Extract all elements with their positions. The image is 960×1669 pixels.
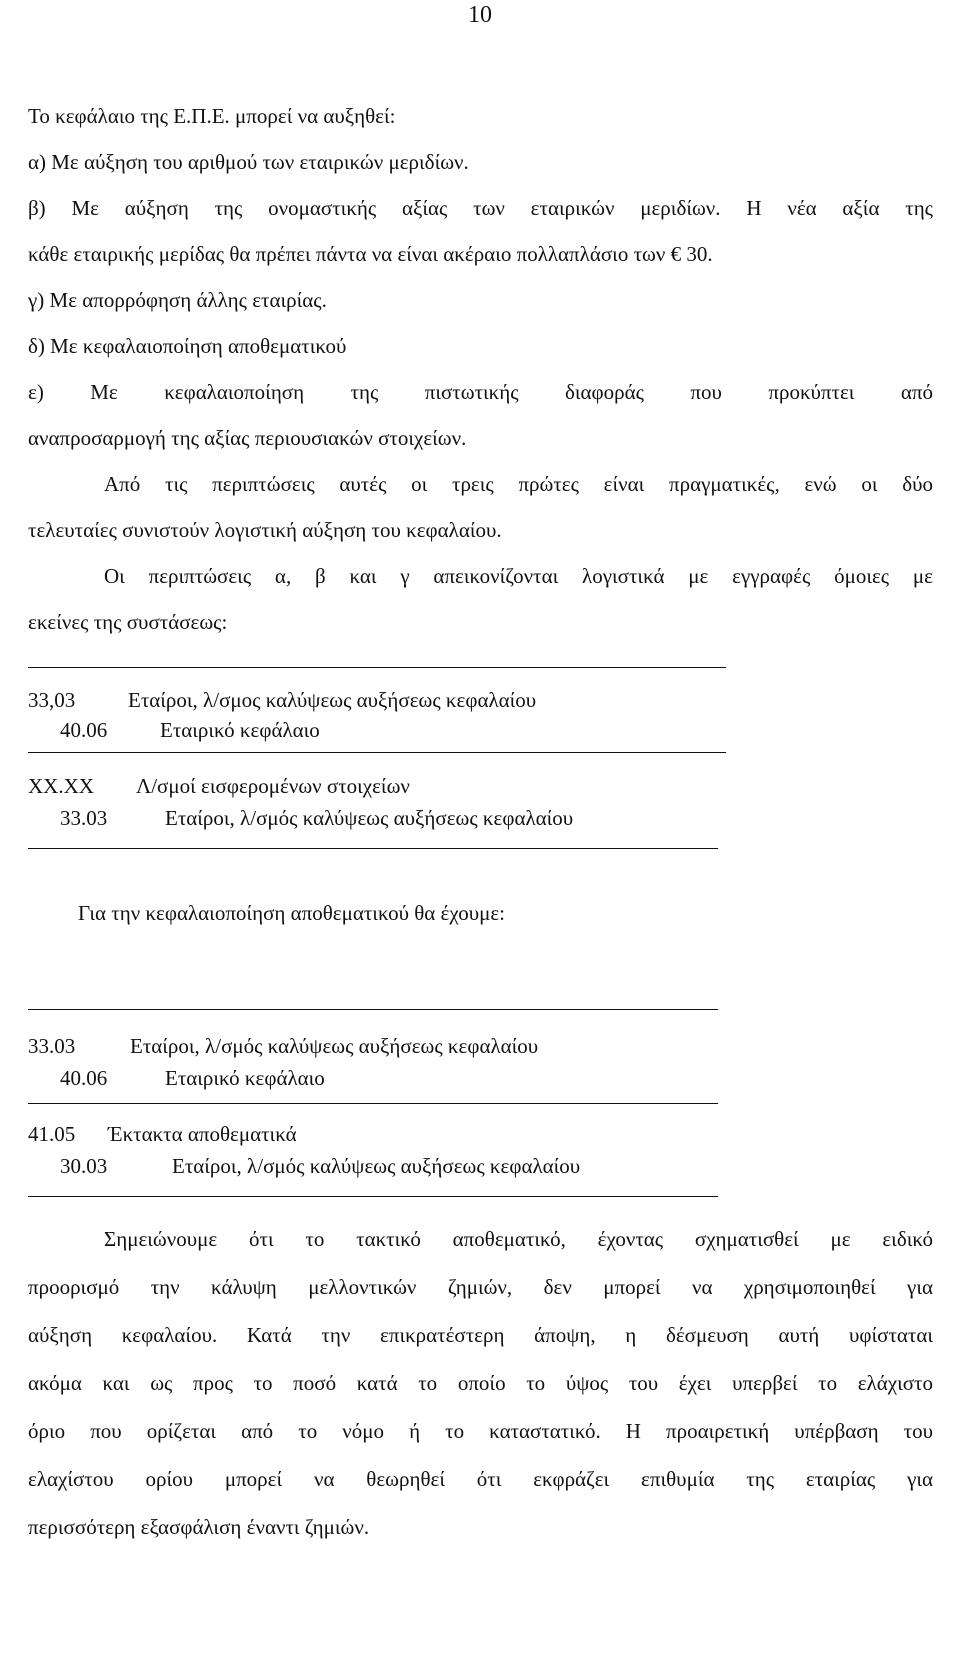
account-code: 40.06 [60, 1066, 108, 1090]
closing-line: όριο που ορίζεται από το νόμο ή το καταστατικό. Η προαιρετική υπέρβαση του [28, 1419, 933, 1443]
account-code: 33.03 [60, 806, 108, 830]
intro-section [28, 93, 933, 645]
account-label: Εταίροι, λ/σμός καλύψεως αυξήσεως κεφαλαίου [130, 1034, 539, 1058]
closing-line: ελαχίστου ορίου μπορεί να θεωρηθεί ότι εκφράζει επιθυμία της εταιρίας για [28, 1467, 933, 1491]
divider [28, 1196, 718, 1197]
list-item-b-line1: β) Με αύξηση της ονομαστικής αξίας των εταιρικών μεριδίων. Η νέα αξία της [28, 196, 933, 220]
account-code: 41.05 [28, 1122, 76, 1146]
divider [28, 752, 726, 753]
divider [28, 667, 726, 668]
account-label: Εταιρικό κεφάλαιο [165, 1066, 325, 1090]
divider [28, 1103, 718, 1104]
journal-entry [28, 774, 410, 799]
account-label: Λ/σμοί εισφερομένων στοιχείων [136, 774, 410, 798]
journal-entry [28, 688, 536, 713]
closing-line: περισσότερη εξασφάλιση έναντι ζημιών. [28, 1515, 370, 1539]
account-label: Εταιρικό κεφάλαιο [160, 718, 320, 742]
journal-entry [60, 718, 320, 743]
note-line: Για την κεφαλαιοποίηση αποθεματικού θα έχουμε: [78, 901, 506, 925]
list-item-b-line2: κάθε εταιρικής μερίδας θα πρέπει πάντα να είναι ακέραιο πολλαπλάσιο των € 30. [28, 242, 713, 266]
closing-line: προορισμό την κάλυψη μελλοντικών ζημιών, δεν μπορεί να χρησιμοποιηθεί για [28, 1275, 933, 1299]
closing-line: αύξηση κεφαλαίου. Κατά την επικρατέστερη άποψη, η δέσμευση αυτή υφίσταται [28, 1323, 933, 1347]
journal-entry [28, 1034, 538, 1059]
account-label: Έκτακτα αποθεματικά [108, 1122, 297, 1146]
paragraph-1-line1: Από τις περιπτώσεις αυτές οι τρεις πρώτες είναι πραγματικές, ενώ οι δύο [104, 472, 933, 496]
divider [28, 1009, 718, 1010]
journal-entry [60, 806, 573, 831]
intro-line: Το κεφάλαιο της Ε.Π.Ε. μπορεί να αυξηθεί: [28, 104, 396, 128]
closing-line: ακόμα και ως προς το ποσό κατά το οποίο το ύψος του έχει υπερβεί το ελάχιστο [28, 1371, 933, 1395]
account-label: Εταίροι, λ/σμος καλύψεως αυξήσεως κεφαλαίου [128, 688, 537, 712]
closing-line: Σημειώνουμε ότι το τακτικό αποθεματικό, έχοντας σχηματισθεί με ειδικό [104, 1227, 933, 1251]
account-code: 33,03 [28, 688, 76, 712]
list-item-c: γ) Με απορρόφηση άλλης εταιρίας. [28, 288, 327, 312]
paragraph-1-line2: τελευταίες συνιστούν λογιστική αύξηση του κεφαλαίου. [28, 518, 502, 542]
account-code: 40.06 [60, 718, 108, 742]
divider [28, 848, 718, 849]
list-item-a: α) Με αύξηση του αριθμού των εταιρικών μεριδίων. [28, 150, 469, 174]
list-item-e-line2: αναπροσαρμογή της αξίας περιουσιακών στοιχείων. [28, 426, 467, 450]
paragraph-2-line2: εκείνες της συστάσεως: [28, 610, 228, 634]
account-label: Εταίροι, λ/σμός καλύψεως αυξήσεως κεφαλαίου [165, 806, 574, 830]
account-code: 30.03 [60, 1154, 108, 1178]
closing-paragraph [28, 1215, 933, 1551]
account-code: XX.XX [28, 774, 94, 798]
account-code: 33.03 [28, 1034, 76, 1058]
journal-entry [28, 1122, 297, 1147]
journal-entry [60, 1154, 580, 1179]
list-item-d: δ) Με κεφαλαιοποίηση αποθεματικού [28, 334, 347, 358]
list-item-e-line1: ε) Με κεφαλαιοποίηση της πιστωτικής διαφοράς που προκύπτει από [28, 380, 933, 404]
journal-entry [60, 1066, 325, 1091]
paragraph-2-line1: Οι περιπτώσεις α, β και γ απεικονίζονται λογιστικά με εγγραφές όμοιες με [104, 564, 933, 588]
account-label: Εταίροι, λ/σμός καλύψεως αυξήσεως κεφαλαίου [172, 1154, 581, 1178]
page-number: 10 [468, 2, 492, 28]
